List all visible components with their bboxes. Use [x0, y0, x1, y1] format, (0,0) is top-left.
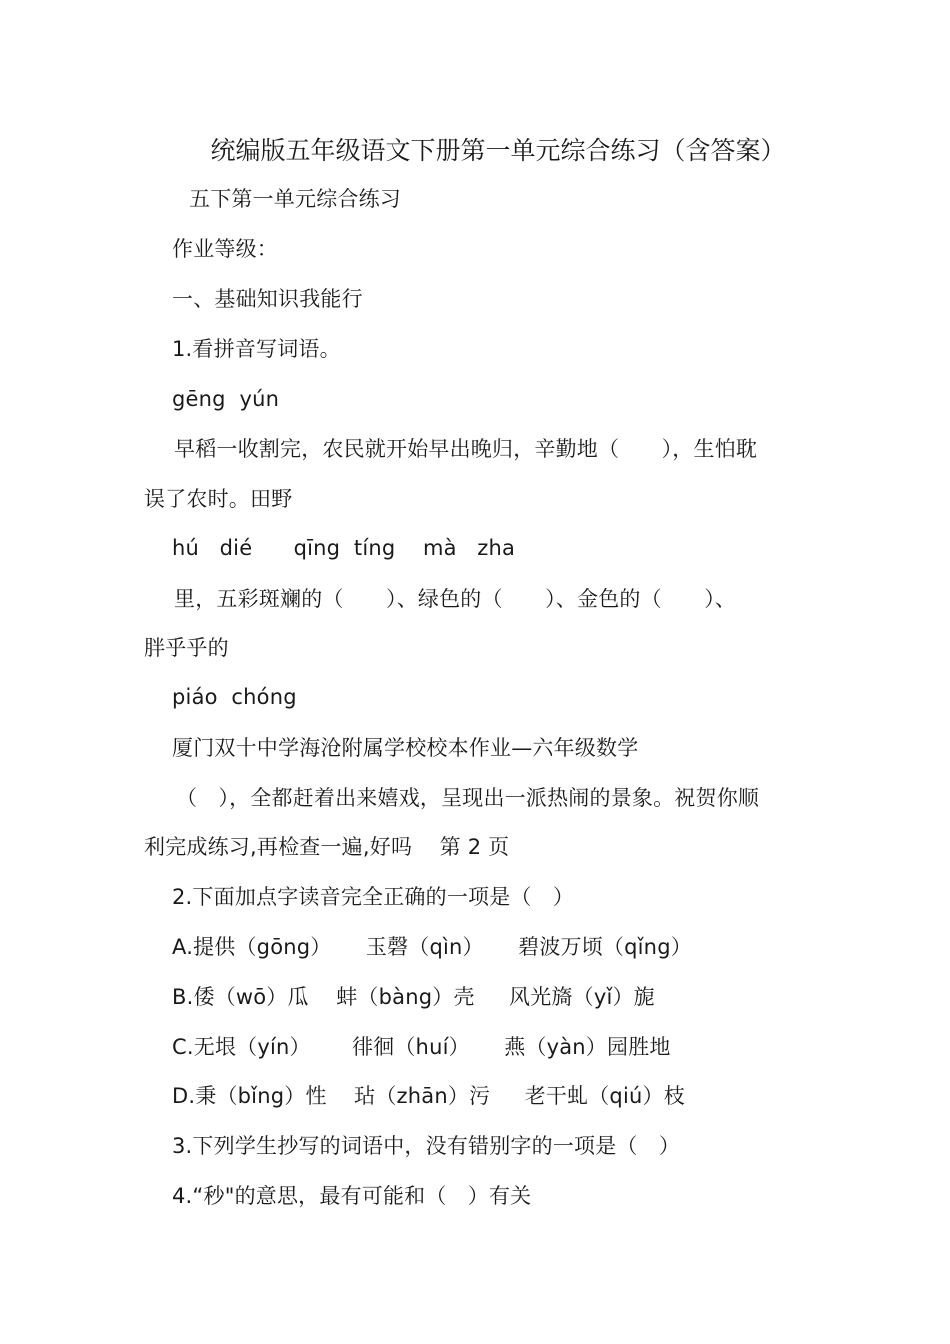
pinyin-line-2: hú dié qīng tíng mà zha — [172, 536, 516, 560]
document-subtitle: 五下第一单元综合练习 — [189, 187, 401, 211]
question-2-prompt: 2.下面加点字读音完全正确的一项是（ ） — [172, 885, 575, 909]
question-2-option-b: B.倭（wō）瓜 蚌（bàng）壳 风光旖（yǐ）旎 — [172, 985, 655, 1009]
question-4-prompt: 4.“秒"的意思，最有可能和（ ）有关 — [172, 1184, 532, 1208]
question-1-text-1a: 早稻一收割完，农民就开始早出晚归，辛勤地（ ），生怕耽 — [174, 437, 758, 461]
document-title: 统编版五年级语文下册第一单元综合练习（含答案） — [210, 136, 786, 165]
question-1-text-3a: （ ），全都赶着出来嬉戏，呈现出一派热闹的景象。祝贺你顺 — [176, 786, 760, 810]
grade-line: 作业等级： — [172, 237, 278, 261]
pinyin-line-3: piáo chóng — [172, 685, 297, 709]
question-1-text-2a: 里，五彩斑斓的（ ）、绿色的（ ）、金色的（ ）、 — [174, 587, 737, 611]
question-1-text-2b: 胖乎乎的 — [144, 636, 229, 660]
question-1-text-3b: 利完成练习,再检查一遍,好吗 第 2 页 — [144, 835, 510, 859]
question-1-prompt: 1.看拼音写词语。 — [172, 337, 341, 361]
pinyin-line-1: gēng yún — [172, 387, 280, 411]
question-2-option-d: D.秉（bǐng）性 玷（zhān）污 老干虬（qiú）枝 — [172, 1084, 685, 1108]
question-3-prompt: 3.下列学生抄写的词语中，没有错别字的一项是（ ） — [172, 1134, 681, 1158]
question-1-text-1b: 误了农时。田野 — [144, 487, 293, 511]
section-heading: 一、基础知识我能行 — [172, 287, 363, 311]
school-line: 厦门双十中学海沧附属学校校本作业—六年级数学 — [172, 736, 639, 760]
question-2-option-a: A.提供（gōng） 玉磬（qìn） 碧波万顷（qǐng） — [172, 935, 692, 959]
question-2-option-c: C.无垠（yín） 徘徊（huí） 燕（yàn）园胜地 — [172, 1035, 671, 1059]
